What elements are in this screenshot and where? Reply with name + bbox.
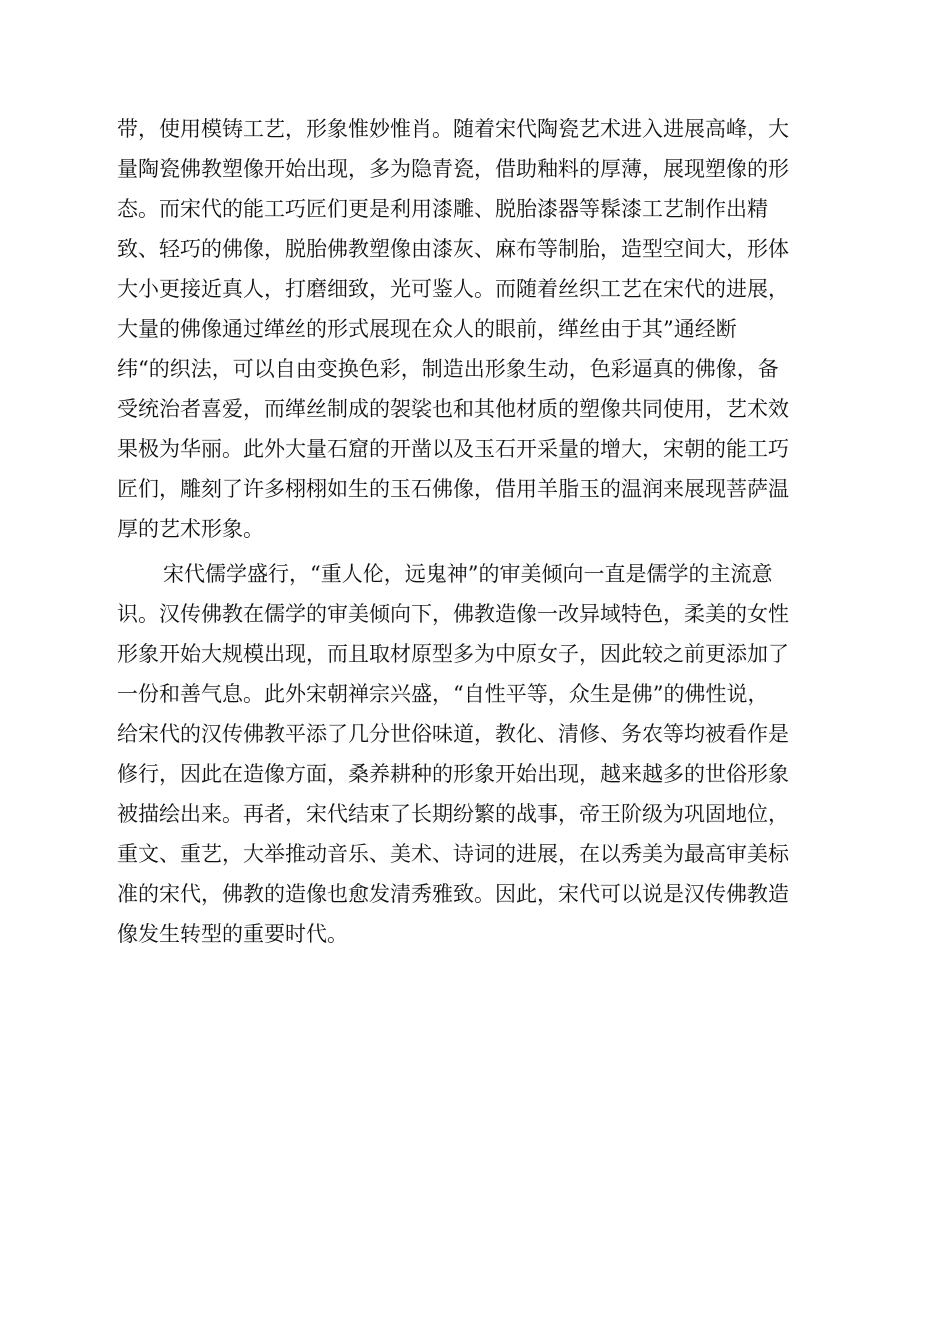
paragraph-2-line-7: 被描绘出来。再者，宋代结束了长期纷繁的战事，帝王阶级为巩固地位， bbox=[117, 802, 789, 826]
paragraph-1-line-9: 果极为华丽。此外大量石窟的开凿以及玉石开采量的增大，宋朝的能工巧 bbox=[117, 437, 789, 461]
paragraph-2-line-5: 给宋代的汉传佛教平添了几分世俗味道，教化、清修、务农等均被看作是 bbox=[117, 722, 789, 746]
paragraph-2-line-8: 重文、重艺，大举推动音乐、美术、诗词的进展，在以秀美为最高审美标 bbox=[117, 842, 789, 866]
paragraph-1-line-11: 厚的艺术形象。 bbox=[117, 517, 264, 541]
paragraph-1-line-4: 致、轻巧的佛像，脱胎佛教塑像由漆灰、麻布等制胎，造型空间大，形体 bbox=[117, 237, 789, 261]
paragraph-1-line-2: 量陶瓷佛教塑像开始出现，多为隐青瓷，借助釉料的厚薄，展现塑像的形 bbox=[117, 157, 789, 181]
paragraph-1-line-8: 受统治者喜爱，而缂丝制成的袈裟也和其他材质的塑像共同使用，艺术效 bbox=[117, 397, 789, 421]
paragraph-1-line-1: 带，使用模铸工艺，形象惟妙惟肖。随着宋代陶瓷艺术进入进展高峰，大 bbox=[117, 117, 789, 141]
paragraph-2-line-10: 像发生转型的重要时代。 bbox=[117, 922, 348, 946]
paragraph-2-line-4: 一份和善气息。此外宋朝禅宗兴盛，“自性平等，众生是佛”的佛性说， bbox=[117, 682, 769, 706]
paragraph-1-line-7: 纬“的织法，可以自由变换色彩，制造出形象生动，色彩逼真的佛像，备 bbox=[117, 357, 779, 381]
paragraph-2-line-3: 形象开始大规模出现，而且取材原型多为中原女子，因此较之前更添加了 bbox=[117, 642, 789, 666]
paragraph-2-line-6: 修行，因此在造像方面，桑养耕种的形象开始出现，越来越多的世俗形象 bbox=[117, 762, 789, 786]
paragraph-2-line-9: 准的宋代，佛教的造像也愈发清秀雅致。因此，宋代可以说是汉传佛教造 bbox=[117, 882, 789, 906]
paragraph-1-line-3: 态。而宋代的能工巧匠们更是利用漆雕、脱胎漆器等髹漆工艺制作出精 bbox=[117, 197, 768, 221]
paragraph-1-line-10: 匠们，雕刻了许多栩栩如生的玉石佛像，借用羊脂玉的温润来展现菩萨温 bbox=[117, 477, 789, 501]
paragraph-2-line-2: 识。汉传佛教在儒学的审美倾向下，佛教造像一改异域特色，柔美的女性 bbox=[117, 602, 789, 626]
paragraph-1-line-6: 大量的佛像通过缂丝的形式展现在众人的眼前，缂丝由于其”通经断 bbox=[117, 317, 737, 341]
paragraph-2-line-1: 宋代儒学盛行，“重人伦，远鬼神”的审美倾向一直是儒学的主流意 bbox=[163, 562, 773, 586]
paragraph-1-line-5: 大小更接近真人，打磨细致，光可鉴人。而随着丝织工艺在宋代的进展， bbox=[117, 277, 789, 301]
